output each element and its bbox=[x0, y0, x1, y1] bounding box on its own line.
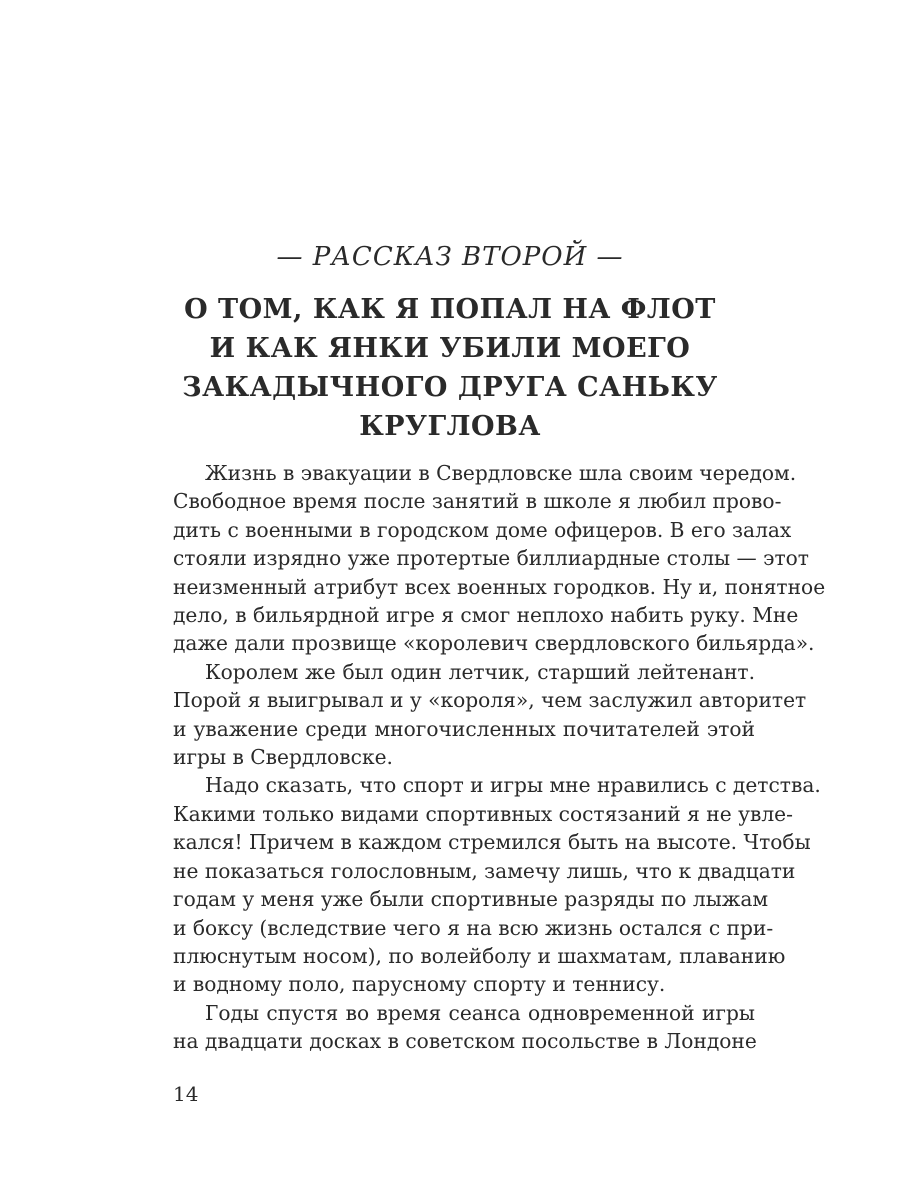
text-line: и уважение среди многочисленных почитателей этой bbox=[173, 716, 755, 741]
text-line: Годы спустя во время сеанса одновременной игры bbox=[205, 1000, 755, 1025]
text-line: кался! Причем в каждом стремился быть на высоте. Чтобы bbox=[173, 830, 811, 855]
chapter-title-line: ЗАКАДЫЧНОГО ДРУГА САНЬКУ bbox=[182, 372, 718, 403]
chapter-title-line: И КАК ЯНКИ УБИЛИ МОЕГО bbox=[209, 333, 691, 364]
text-line: плюснутым носом), по волейболу и шахматам, плаванию bbox=[173, 943, 786, 968]
paragraph bbox=[173, 771, 821, 998]
text-line: Жизнь в эвакуации в Свердловске шла своим чередом. bbox=[205, 461, 797, 485]
text-line: не показаться голословным, замечу лишь, что к двадцати bbox=[173, 858, 796, 883]
paragraph bbox=[173, 999, 755, 1056]
text-line: игры в Свердловске. bbox=[173, 745, 393, 770]
text-line: даже дали прозвище «королевич свердловского бильярда». bbox=[173, 631, 815, 656]
paragraph bbox=[173, 658, 807, 772]
chapter-title-line: О ТОМ, КАК Я ПОПАЛ НА ФЛОТ bbox=[184, 294, 716, 325]
paragraph bbox=[173, 459, 826, 658]
chapter-subtitle: — РАССКАЗ ВТОРОЙ — bbox=[276, 242, 624, 272]
text-line: и боксу (вследствие чего я на всю жизнь остался с при- bbox=[173, 915, 774, 940]
text-line: на двадцати досках в советском посольстве в Лондоне bbox=[173, 1029, 757, 1054]
text-line: неизменный атрибут всех военных городков. Ну и, понятное bbox=[173, 574, 826, 599]
text-line: Надо сказать, что спорт и игры мне нравились с детства. bbox=[205, 773, 821, 798]
text-line: Какими только видами спортивных состязаний я не увле- bbox=[173, 801, 793, 826]
chapter-title bbox=[150, 290, 750, 446]
text-line: Свободное время после занятий в школе я любил прово- bbox=[173, 489, 782, 514]
text-line: дело, в бильярдной игре я смог неплохо набить руку. Мне bbox=[173, 603, 799, 628]
page-number: 14 bbox=[173, 1082, 199, 1106]
text-line: и водному поло, парусному спорту и теннису. bbox=[173, 972, 666, 997]
text-line: Порой я выигрывал и у «короля», чем заслужил авторитет bbox=[173, 688, 807, 713]
text-line: Королем же был один летчик, старший лейтенант. bbox=[205, 659, 755, 684]
text-line: дить с военными в городском доме офицеров. В его залах bbox=[173, 517, 792, 542]
text-line: годам у меня уже были спортивные разряды по лыжам bbox=[173, 887, 769, 912]
text-line: стояли изрядно уже протертые биллиардные столы — этот bbox=[173, 546, 809, 571]
chapter-title-line: КРУГЛОВА bbox=[359, 411, 541, 442]
body-text bbox=[173, 459, 826, 1056]
